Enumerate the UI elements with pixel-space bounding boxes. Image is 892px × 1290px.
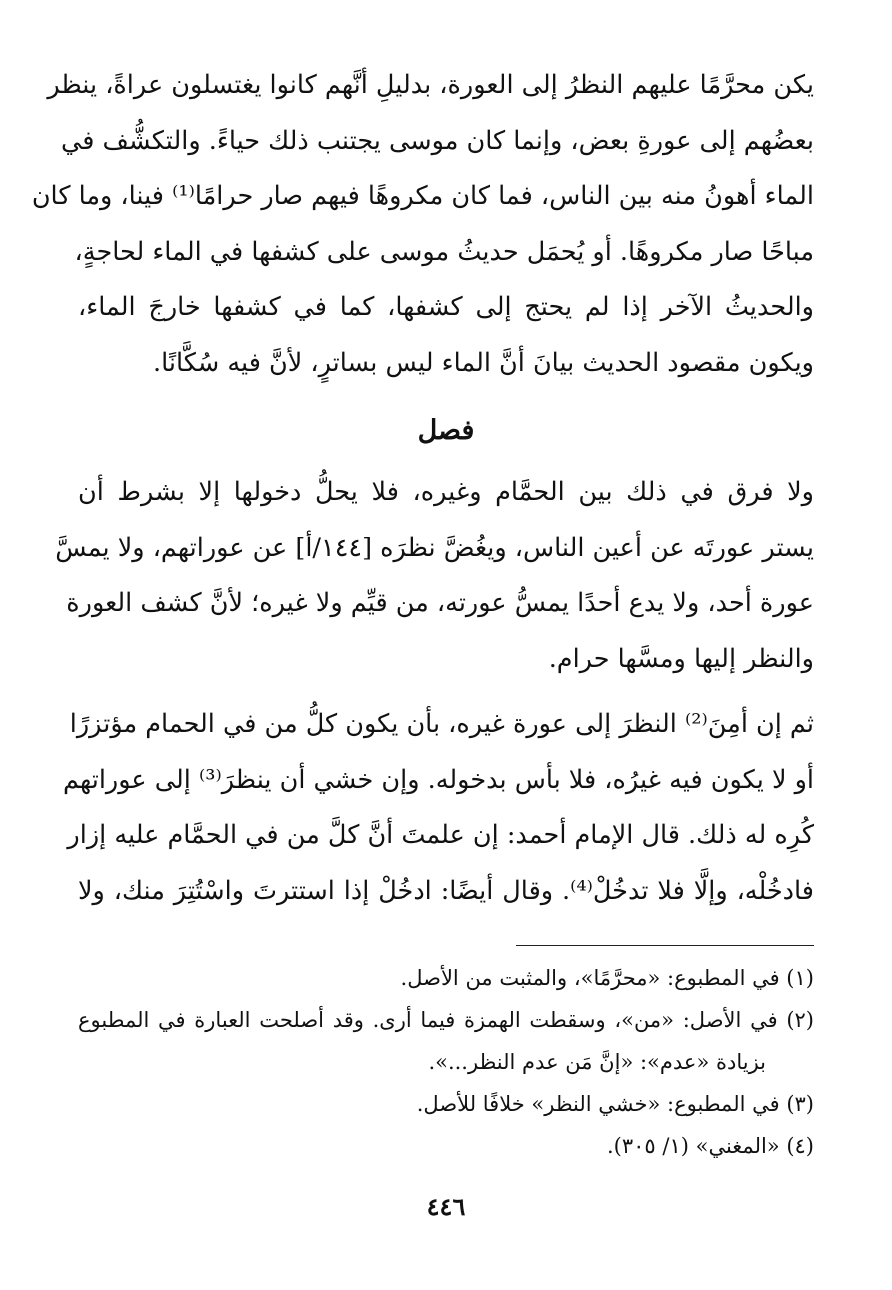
footnote-4: (٤) «المغني» (١/ ٣٠٥). <box>606 1134 814 1158</box>
text-line: يكن محرَّمًا عليهم النظرُ إلى العورة، بدليلِ أنَّهم كانوا يغتسلون عراةً، ينظر <box>47 70 814 100</box>
text-line: الماء أهونُ منه بين الناس، فما كان مكروهًا فيهم صار حرامًا⁽¹⁾ فينا، وما كان <box>31 181 814 211</box>
paragraph-2 <box>55 465 814 687</box>
paragraph-3 <box>63 697 814 919</box>
text-line: والحديثُ الآخر إذا لم يحتج إلى كشفها، كما في كشفها خارجَ الماء، <box>78 292 814 322</box>
footnote-3: (٣) في المطبوع: «خشي النظر» خلافًا للأصل. <box>416 1092 814 1116</box>
main-text <box>31 58 814 919</box>
text-line: مباحًا صار مكروهًا. أو يُحمَل حديثُ موسى على كشفها في الماء لحاجةٍ، <box>74 236 814 267</box>
section-heading: فصل <box>417 415 475 446</box>
text-line: ويكون مقصود الحديث بيانَ أنَّ الماء ليس بساترٍ، لأنَّ فيه سُكَّانًا. <box>153 347 814 378</box>
footnote-2: (٢) في الأصل: «من»، وسقطت الهمزة فيما أرى. وقد أصلحت العبارة في المطبوع <box>78 1008 814 1032</box>
text-line: والنظر إليها ومسَّها حرام. <box>548 643 814 674</box>
footnote-1: (١) في المطبوع: «محرَّمًا»، والمثبت من الأصل. <box>400 966 814 990</box>
footnote-divider <box>516 945 814 946</box>
text-line: ولا فرق في ذلك بين الحمَّام وغيره، فلا يحلُّ دخولها إلا بشرط أن <box>78 477 814 507</box>
text-line: فادخُلْه، وإلَّا فلا تدخُلْ⁽⁴⁾. وقال أيضًا: ادخُلْ إذا استترتَ واسْتُتِرَ منك، ولا <box>78 875 814 906</box>
text-line: عورة أحد، ولا يدع أحدًا يمسُّ عورته، من قيِّم ولا غيره؛ لأنَّ كشف العورة <box>66 588 814 618</box>
paragraph-gap <box>78 687 814 697</box>
page-number: ٤٤٦ <box>426 1192 466 1221</box>
text-line: ثم إن أمِنَ⁽²⁾ النظرَ إلى عورة غيره، بأن يكون كلُّ من في الحمام مؤتزرًا <box>69 709 814 739</box>
text-line: بعضُهم إلى عورةِ بعض، وإنما كان موسى يجتنب ذلك حياءً. والتكشُّف في <box>61 125 814 156</box>
text-line: كُرِه له ذلك. قال الإمام أحمد: إن علمتَ أنَّ كلَّ من في الحمَّام عليه إزار <box>67 820 814 850</box>
text-line: أو لا يكون فيه غيرُه، فلا بأس بدخوله. وإن خشي أن ينظرَ⁽³⁾ إلى عوراتهم <box>63 764 814 795</box>
text-line: يستر عورتَه عن أعين الناس، ويغُضَّ نظرَه [١٤٤/أ] عن عوراتهم، ولا يمسَّ <box>55 532 814 563</box>
paragraph-1 <box>31 58 814 391</box>
footnote-2-continued: بزيادة «عدم»: «إنَّ مَن عدم النظر...». <box>428 1050 766 1074</box>
footnotes <box>78 957 814 1167</box>
